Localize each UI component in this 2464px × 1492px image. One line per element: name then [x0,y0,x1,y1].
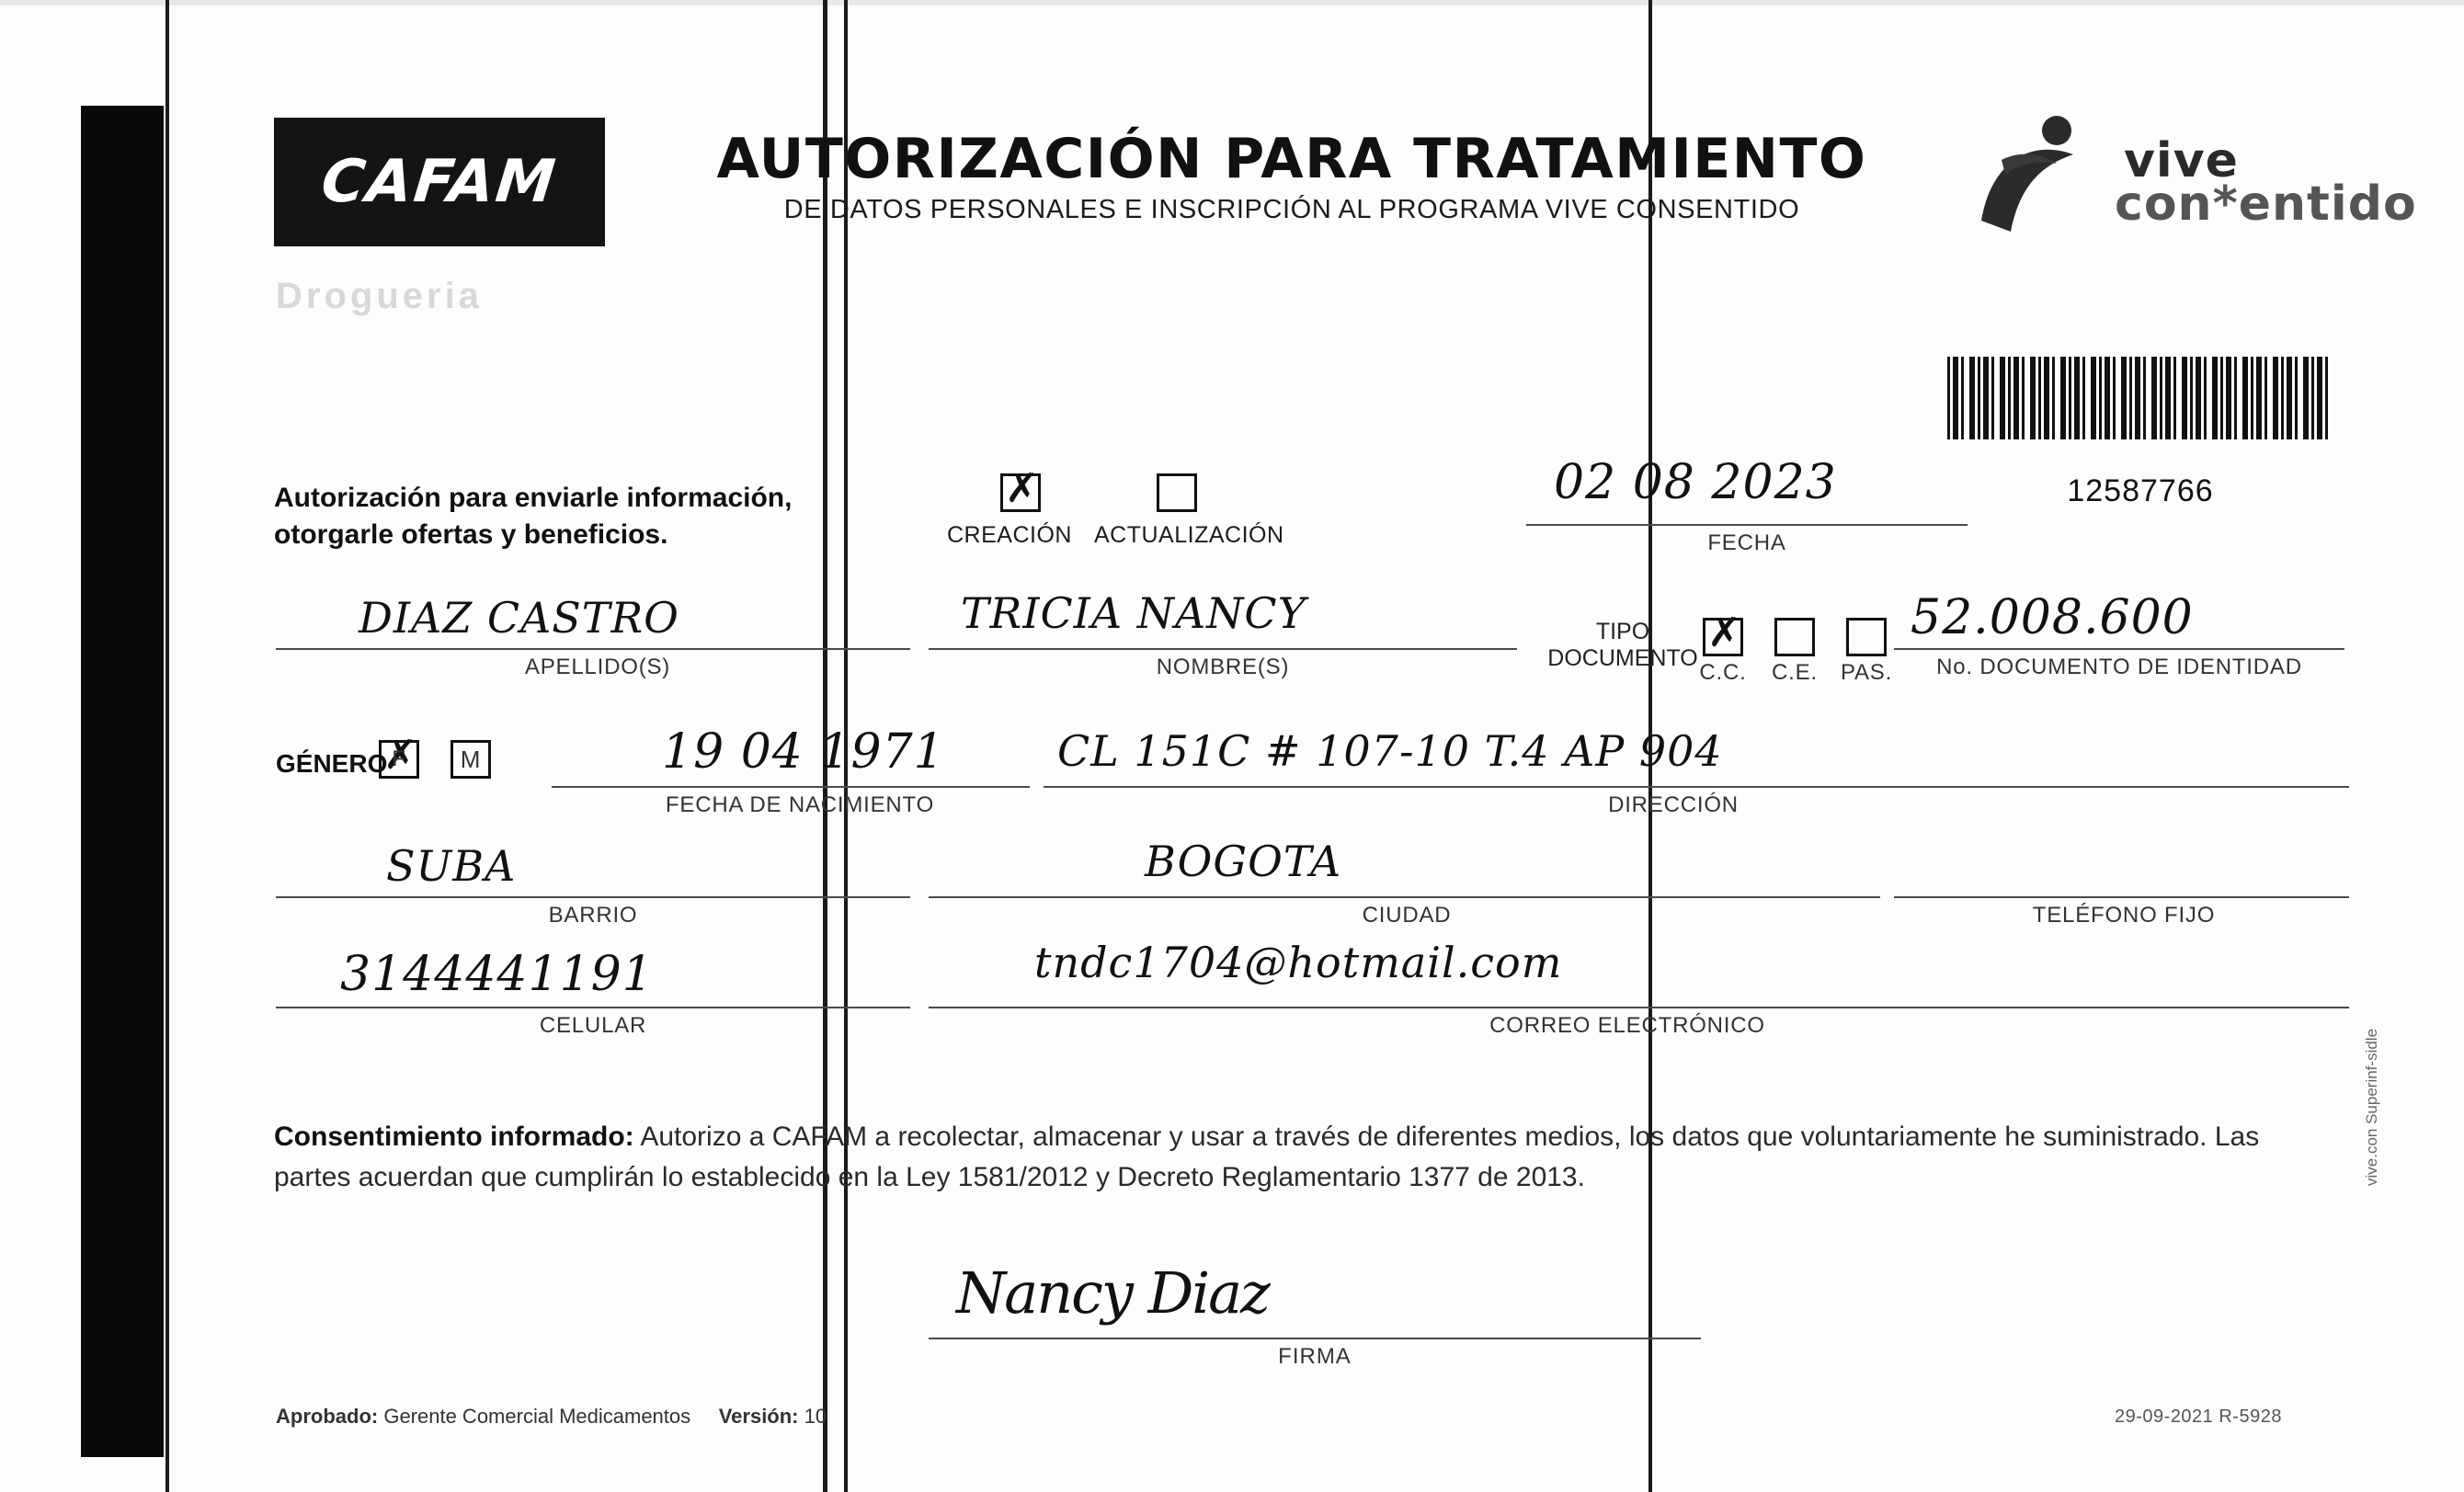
page-subtitle: DE DATOS PERSONALES E INSCRIPCIÓN AL PROGRAMA VIVE CONSENTIDO [783,195,1800,224]
footer-version-value: 10 [804,1405,827,1428]
checkbox-ce-label: C.E. [1772,660,1818,685]
cafam-logo-text: CAFAM [318,148,561,216]
signature-handwriting[interactable]: Nancy Diaz [956,1259,1269,1327]
vive-figure-icon [1954,110,2110,248]
field-barrio-value[interactable]: SUBA [386,841,517,891]
checkbox-cc[interactable] [1703,618,1743,656]
field-telefono-fijo-line [1894,896,2349,898]
vive-logo-line1: vive [2124,133,2239,188]
vive-logo-line2: con*entido [2115,177,2417,232]
field-correo-value[interactable]: tndc1704@hotmail.com [1034,938,1563,987]
field-barrio-caption: BARRIO [548,903,638,928]
field-fecha-value[interactable]: 02 08 2023 [1554,455,1837,510]
barcode [1947,357,2333,439]
footer-approved-label: Aprobado: [276,1405,379,1428]
field-apellidos-line [276,648,910,650]
field-ciudad-value[interactable]: BOGOTA [1145,837,1342,886]
checkbox-creacion[interactable] [1000,473,1041,512]
scan-edge-artifact [0,0,2464,6]
field-direccion-line [1044,786,2349,788]
field-celular-line [276,1007,910,1008]
field-numero-documento-caption: No. DOCUMENTO DE IDENTIDAD [1936,655,2302,679]
field-correo-caption: CORREO ELECTRÓNICO [1489,1013,1765,1038]
field-direccion-value[interactable]: CL 151C # 107-10 T.4 AP 904 [1057,726,1723,776]
field-genero-caption: GÉNERO [276,749,388,778]
footer-side-text: vive.con Superinf-sidle [2363,1028,2380,1186]
cafam-sub-text: Drogueria [276,276,483,316]
field-ciudad-caption: CIUDAD [1362,903,1452,928]
vive-consentido-logo [1954,110,2417,248]
field-fecha-nacimiento-line [552,786,1030,788]
signature-caption: FIRMA [1278,1344,1352,1369]
consent-paragraph [274,1117,2324,1197]
checkbox-genero-m-label: M [460,746,482,773]
checkbox-cc-label: C.C. [1699,660,1747,685]
field-numero-documento-line [1894,648,2344,650]
footer-approved-value: Gerente Comercial Medicamentos [383,1405,691,1428]
field-nombres-line [929,648,1517,650]
checkbox-ce[interactable] [1774,618,1815,656]
scan-black-band-artifact [81,106,164,1457]
field-apellidos-value[interactable]: DIAZ CASTRO [359,593,679,643]
footer-approval [276,1405,827,1429]
field-fecha-nacimiento-caption: FECHA DE NACIMIENTO [665,792,935,817]
checkbox-pas-label: PAS. [1840,660,1893,685]
footer-version-label: Versión: [718,1405,799,1428]
field-fecha-nacimiento-value[interactable]: 19 04 1971 [662,724,945,780]
authorization-note: Autorización para enviarle información, otorgarle ofertas y beneficios. [274,483,793,550]
checkbox-actualizacion[interactable] [1157,473,1197,512]
checkbox-pas[interactable] [1846,618,1887,656]
checkbox-creacion-label: CREACIÓN [947,522,1072,548]
field-direccion-caption: DIRECCIÓN [1608,792,1739,817]
field-telefono-fijo-caption: TELÉFONO FIJO [2032,903,2216,928]
footer-print-code: 29-09-2021 R-5928 [2115,1407,2282,1427]
field-correo-line [929,1007,2349,1008]
field-nombres-value[interactable]: TRICIA NANCY [961,588,1306,638]
consent-heading: Consentimiento informado: [274,1122,634,1152]
field-nombres-caption: NOMBRE(S) [1156,655,1290,679]
field-fecha-line [1526,524,1968,526]
tipo-documento-caption-text: TIPO DOCUMENTO [1547,619,1698,671]
signature-line [929,1338,1701,1339]
field-fecha-caption: FECHA [1707,530,1786,555]
barcode-number: 12587766 [2067,473,2214,508]
page-title: AUTORIZACIÓN PARA TRATAMIENTO [716,127,1867,191]
field-tipo-documento-caption [1545,619,1701,672]
checkbox-genero-f-label: F [392,746,406,771]
field-celular-caption: CELULAR [539,1013,647,1038]
field-apellidos-caption: APELLIDO(S) [524,655,671,679]
field-celular-value[interactable]: 3144441191 [340,947,654,1002]
field-barrio-line [276,896,910,898]
field-numero-documento-value[interactable]: 52.008.600 [1911,590,2194,645]
scan-fold-line-1 [165,0,169,1492]
consent-text: Autorizo a CAFAM a recolectar, almacenar y usar a través de diferentes medios, los datos que voluntariamente he suministrado. Las partes acuerdan que cumplirán lo establecido en la Ley 1581/2012 y Decreto Reglamentario 1377 de 2013. [274,1122,2260,1192]
cafam-logo [274,118,605,246]
checkbox-actualizacion-label: ACTUALIZACIÓN [1094,522,1284,548]
field-ciudad-line [929,896,1880,898]
